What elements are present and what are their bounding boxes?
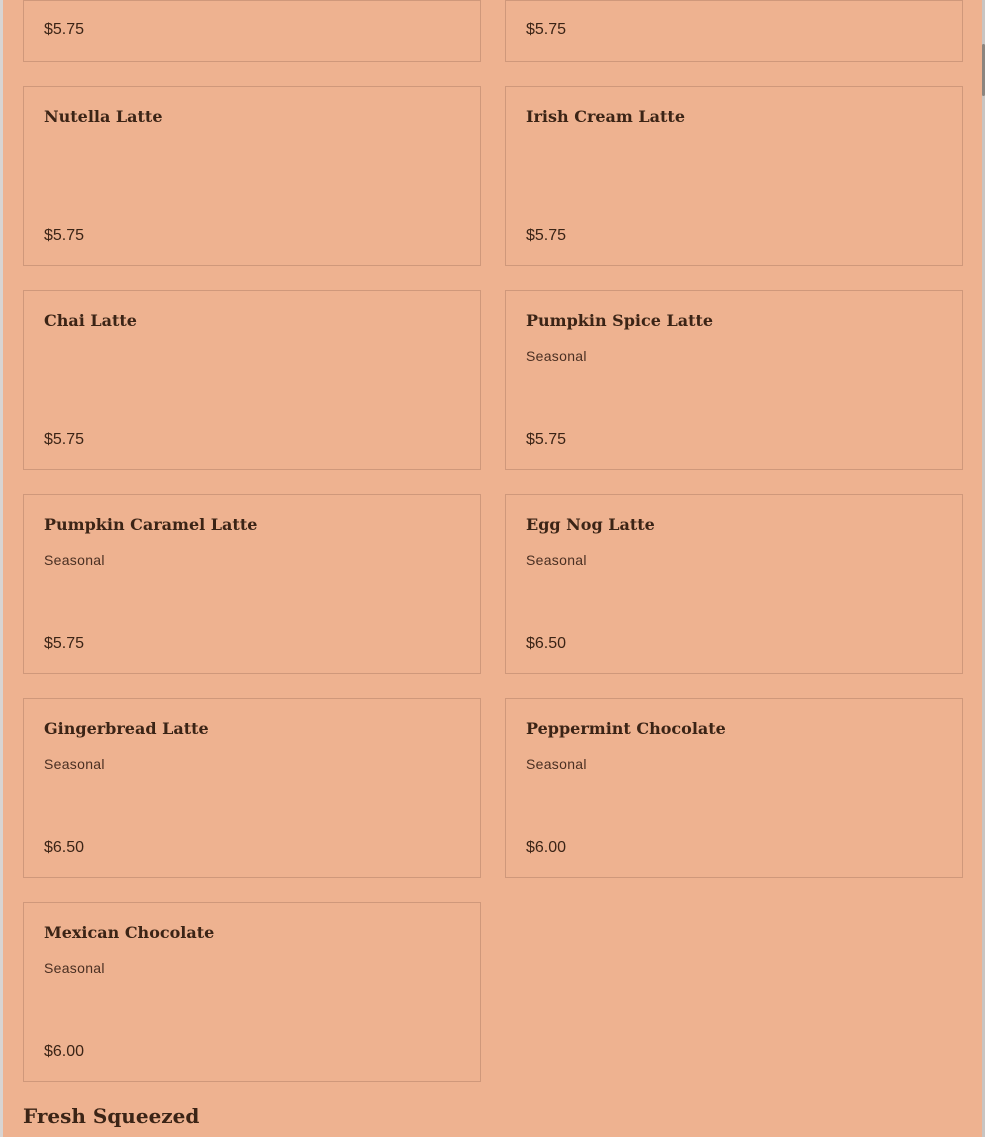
menu-item-name: Peppermint Chocolate bbox=[526, 719, 726, 738]
menu-item-card[interactable] bbox=[505, 698, 963, 878]
menu-item-price: $6.50 bbox=[526, 635, 567, 652]
menu-item-note: Seasonal bbox=[44, 756, 105, 772]
menu-item-card[interactable] bbox=[505, 0, 963, 62]
menu-item-card[interactable] bbox=[23, 698, 481, 878]
menu-item-name: Pumpkin Caramel Latte bbox=[44, 515, 258, 534]
menu-item-card[interactable] bbox=[23, 290, 481, 470]
menu-item-price: $5.75 bbox=[526, 431, 567, 448]
menu-item-price: $5.75 bbox=[44, 21, 85, 38]
menu-item-price: $5.75 bbox=[44, 227, 85, 244]
menu-item-name: Pumpkin Spice Latte bbox=[526, 311, 714, 330]
menu-item-card[interactable] bbox=[505, 86, 963, 266]
menu-item-note: Seasonal bbox=[526, 756, 587, 772]
menu-item-card[interactable] bbox=[23, 0, 481, 62]
menu-item-name: Nutella Latte bbox=[44, 107, 163, 126]
menu-item-card[interactable] bbox=[505, 290, 963, 470]
menu-item-price: $6.00 bbox=[44, 1043, 85, 1060]
menu-item-note: Seasonal bbox=[44, 552, 105, 568]
menu-item-price: $6.50 bbox=[44, 839, 85, 856]
menu-item-name: Irish Cream Latte bbox=[526, 107, 685, 126]
menu-item-price: $6.00 bbox=[526, 839, 567, 856]
menu-item-note: Seasonal bbox=[526, 348, 587, 364]
menu-panel bbox=[3, 0, 982, 1137]
menu-item-price: $5.75 bbox=[526, 227, 567, 244]
menu-item-price: $5.75 bbox=[44, 635, 85, 652]
menu-item-price: $5.75 bbox=[526, 21, 567, 38]
menu-item-name: Gingerbread Latte bbox=[44, 719, 209, 738]
menu-item-card[interactable] bbox=[505, 494, 963, 674]
menu-item-price: $5.75 bbox=[44, 431, 85, 448]
menu-item-card[interactable] bbox=[23, 494, 481, 674]
menu-item-name: Chai Latte bbox=[44, 311, 137, 330]
menu-item-note: Seasonal bbox=[526, 552, 587, 568]
menu-item-name: Egg Nog Latte bbox=[526, 515, 655, 534]
section-title: Fresh Squeezed bbox=[23, 1104, 200, 1128]
menu-item-card[interactable] bbox=[23, 86, 481, 266]
menu-item-card[interactable] bbox=[23, 902, 481, 1082]
menu-item-note: Seasonal bbox=[44, 960, 105, 976]
menu-item-name: Mexican Chocolate bbox=[44, 923, 215, 942]
